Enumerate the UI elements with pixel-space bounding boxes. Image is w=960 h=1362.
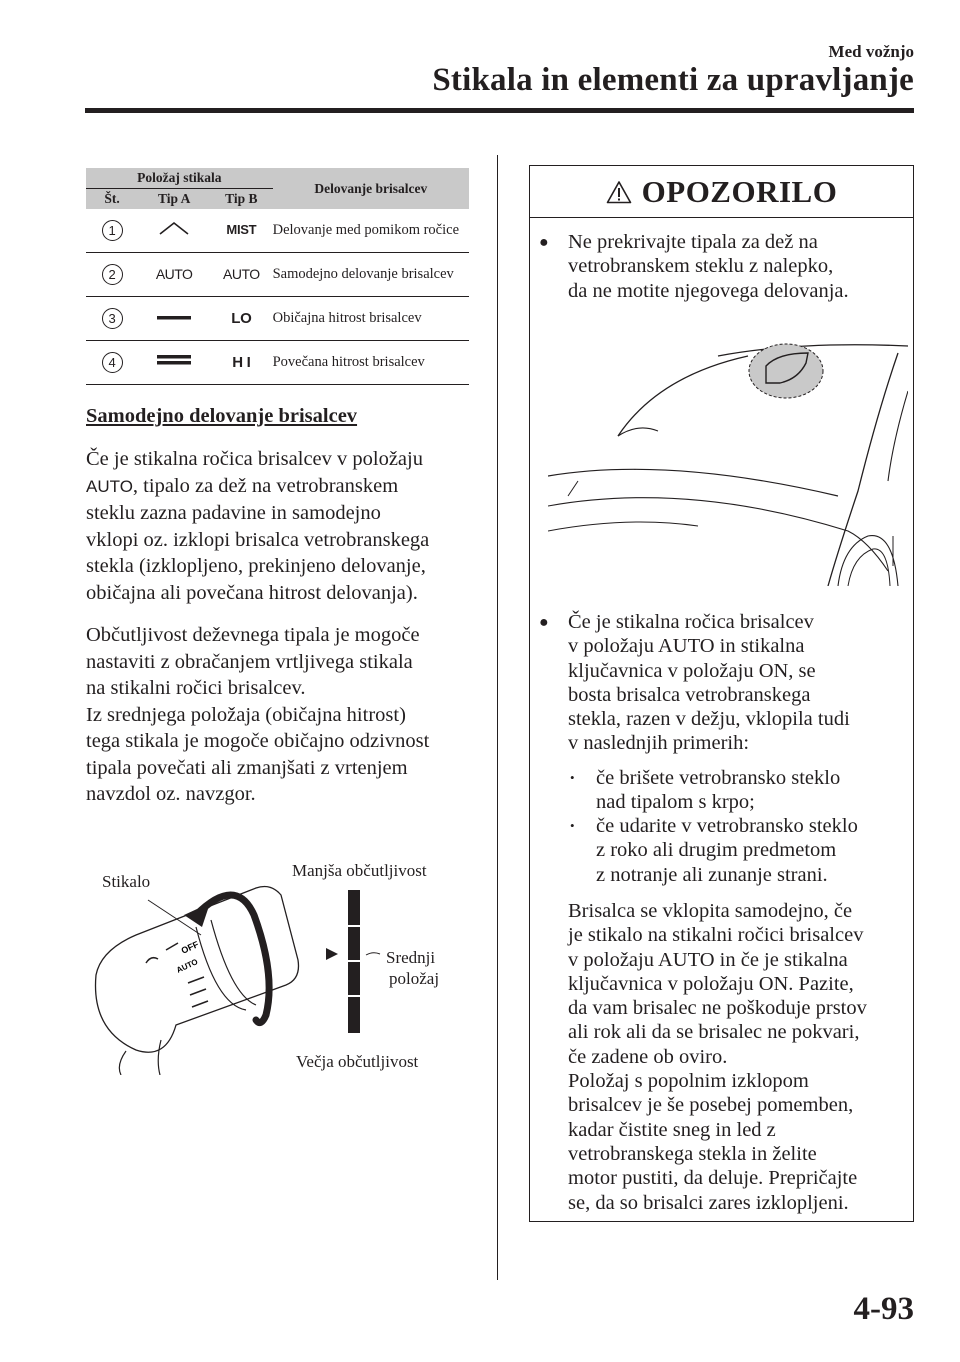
switch-position-table [86, 168, 469, 385]
warning-box [529, 165, 914, 1222]
warning-line: v naslednjih primerih: [568, 732, 750, 755]
warning-bullet-1 [568, 230, 849, 303]
section-name: Med vožnjo [828, 42, 914, 61]
warning-line: se, da so brisalci zares izklopljeni. [568, 1191, 849, 1214]
col-header-type-b: Tip B [210, 189, 272, 210]
warning-sub-bullet-1 [596, 766, 840, 815]
warning-line: v položaju AUTO in če je stikalna [568, 948, 848, 971]
warning-line: nad tipalom s krpo; [596, 791, 755, 814]
para-line: nastaviti z obračanjem vrtljivega stikala [86, 650, 413, 673]
type-b-label: AUTO [223, 265, 260, 282]
warning-line: brisalcev je še posebej pomemben, [568, 1094, 854, 1117]
section-heading: Samodejno delovanje brisalcev [86, 405, 358, 427]
warning-line: je stikalo na stikalni ročici brisalcev [568, 924, 864, 947]
para-line: vklopi oz. izklopi brisalca vetrobranskega [86, 528, 430, 551]
para-line: Občutljivost deževnega tipala je mogoče [86, 624, 420, 646]
para-line: tipala povečati ali zmanjšati z vrtenjem [86, 756, 408, 779]
paragraph-sensitivity [86, 622, 481, 808]
action-text: Običajna hitrost brisalcev [273, 297, 469, 341]
warning-line: če brišete vetrobransko steklo [596, 767, 841, 789]
more-sensitivity-label: Večja občutljivost [296, 1052, 419, 1071]
warning-line: če udarite v vetrobransko steklo [596, 815, 858, 837]
mist-icon [138, 209, 210, 253]
row-number: 2 [102, 264, 123, 285]
row-number: 3 [102, 308, 123, 329]
bullet-icon: ● [539, 614, 549, 631]
middle-position-label-1: Srednji [386, 948, 436, 967]
warning-final-paragraph [568, 899, 867, 1215]
type-b-label: H I [232, 353, 251, 371]
para-line: običajna ali povečana hitrost delovanja). [86, 581, 418, 604]
page-title: Stikala in elementi za upravljanje [432, 62, 914, 98]
column-divider [497, 155, 498, 1280]
para-line: navzdol oz. navzgor. [86, 783, 256, 805]
double-bar-icon [138, 341, 210, 385]
stalk-auto-label: AUTO [175, 957, 200, 975]
warning-line: vetrobranskega stekla in želite [568, 1142, 817, 1165]
switch-label: Stikalo [102, 872, 151, 891]
warning-line: vetrobranskem steklu z nalepko, [568, 255, 834, 278]
action-text: Delovanje med pomikom ročice [273, 209, 469, 253]
paragraph-auto [86, 446, 481, 606]
para-line [86, 473, 481, 501]
col-header-position: Položaj stikala [86, 168, 273, 189]
warning-line: motor pustiti, da deluje. Prepričajte [568, 1167, 858, 1190]
warning-line: ključavnica v položaju ON, se [568, 659, 816, 682]
col-header-no: Št. [86, 189, 138, 210]
warning-triangle-icon [606, 180, 632, 204]
sub-bullet-icon: • [570, 818, 575, 833]
para-line: na stikalni ročici brisalcev. [86, 677, 306, 699]
col-header-type-a: Tip A [138, 189, 210, 210]
table-row [86, 297, 469, 341]
type-b-label: MIST [226, 222, 257, 237]
warning-line: Če je stikalna ročica brisalcev [568, 611, 814, 633]
type-a-label: AUTO [155, 265, 193, 282]
table-row [86, 253, 469, 297]
para-line: stekla (izklopljeno, prekinjeno delovanje, [86, 555, 426, 577]
warning-line: stekla, razen v dežju, vklopila tudi [568, 708, 850, 731]
warning-line: z notranje ali zunanje strani. [596, 863, 828, 886]
col-header-action: Delovanje brisalcev [273, 168, 469, 209]
less-sensitivity-label: Manjša občutljivost [292, 861, 427, 880]
stalk-off-label: OFF [179, 939, 201, 956]
warning-line: Brisalca se vklopita samodejno, če [568, 900, 853, 922]
para-line-rest: , tipalo za dež na vetrobranskem [132, 474, 399, 497]
action-text: Povečana hitrost brisalcev [273, 341, 469, 385]
type-b-label: LO [231, 309, 252, 327]
para-line: tega stikala je mogoče običajno odzivnost [86, 730, 430, 752]
middle-position-label-2: položaj [389, 969, 440, 988]
para-line: Iz srednjega položaja (običajna hitrost) [86, 703, 406, 726]
middle-position-arrow [326, 948, 338, 960]
warning-line: z roko ali drugim predmetom [596, 839, 837, 862]
single-bar-icon [138, 297, 210, 341]
header-rule [85, 108, 914, 113]
row-number: 1 [102, 220, 123, 241]
warning-bullet-2 [568, 610, 850, 756]
row-number: 4 [102, 352, 123, 373]
wiper-stalk-figure [86, 855, 466, 1075]
warning-line: Položaj s popolnim izklopom [568, 1070, 809, 1093]
warning-line: ključavnica v položaju ON. Pazite, [568, 972, 854, 995]
warning-sub-bullet-2 [596, 814, 858, 887]
warning-line: Ne prekrivajte tipala za dež na [568, 231, 818, 253]
warning-title: OPOZORILO [641, 173, 838, 209]
action-text: Samodejno delovanje brisalcev [273, 253, 469, 297]
table-row [86, 341, 469, 385]
warning-line: kadar čistite sneg in led z [568, 1118, 776, 1141]
warning-line: da vam brisalec ne poškoduje prstov [568, 997, 867, 1020]
auto-label: AUTO [86, 476, 133, 496]
warning-line: bosta brisalca vetrobranskega [568, 683, 811, 706]
para-line: steklu zazna padavine in samodejno [86, 502, 381, 524]
warning-line: ali rok ali da se brisalec ne pokvari, [568, 1021, 860, 1044]
warning-header [530, 166, 913, 218]
warning-line: v položaju AUTO in stikalna [568, 635, 805, 658]
sub-bullet-icon: • [570, 770, 575, 785]
table-row [86, 209, 469, 253]
rain-sensor-illustration [548, 331, 908, 586]
warning-line: če zadene ob oviro. [568, 1045, 728, 1068]
warning-line: da ne motite njegovega delovanja. [568, 279, 849, 302]
page-number: 4-93 [853, 1291, 914, 1327]
bullet-icon: ● [539, 234, 549, 251]
para-line: Če je stikalna ročica brisalcev v položaju [86, 448, 423, 470]
